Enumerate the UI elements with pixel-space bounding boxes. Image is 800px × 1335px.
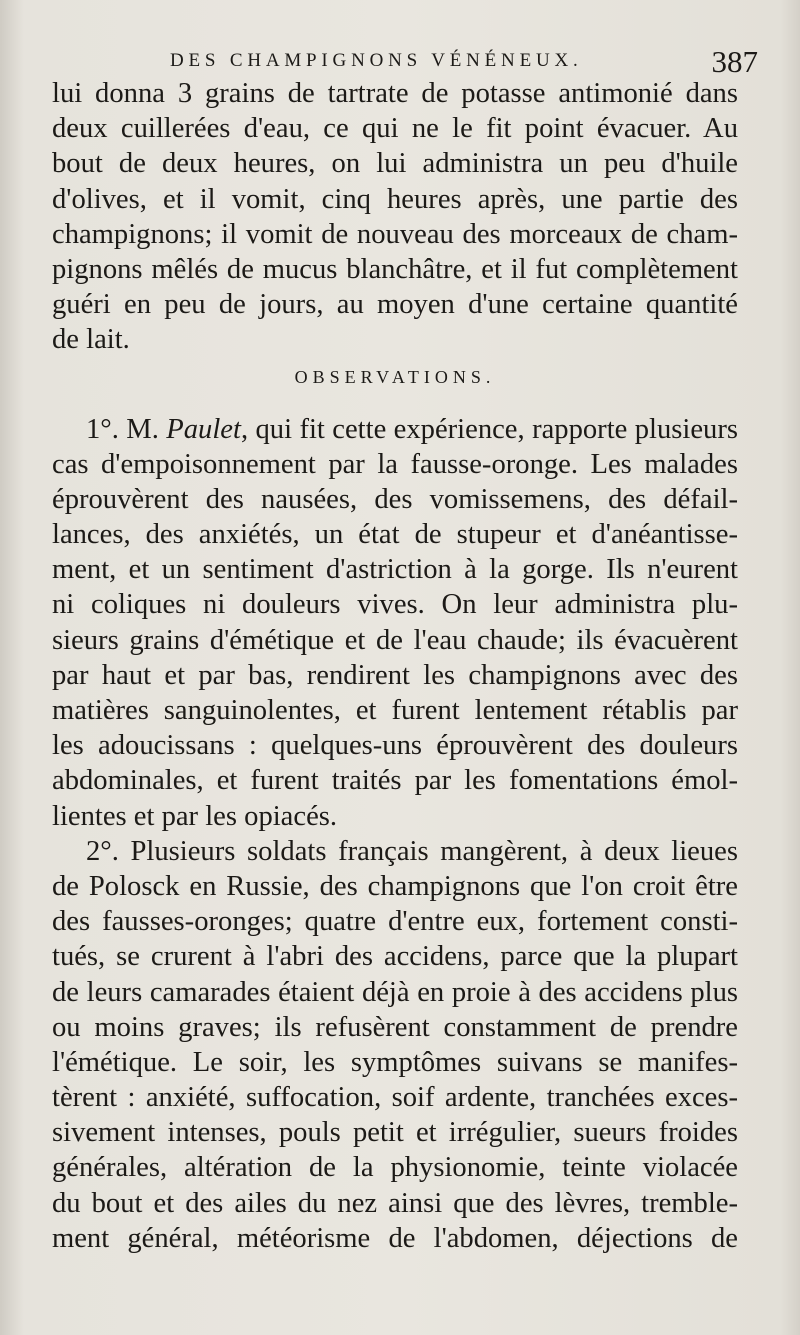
text-line: tèrent : anxiété, suffocation, soif ardente, tranchées exces- — [52, 1082, 738, 1114]
text-line: par haut et par bas, rendirent les champignons avec des — [52, 659, 738, 691]
text-line: lances, des anxiétés, un état de stupeur et d'anéantisse- — [52, 519, 738, 551]
text-line: ment général, météorisme de l'abdomen, déjections de — [52, 1222, 738, 1254]
text-line: matières sanguinolentes, et furent lentement rétablis par — [52, 695, 738, 726]
obs1-rest: , qui fit cette expérience, rapporte plusieurs — [240, 413, 738, 445]
text-line: lientes et par les opiacés. — [52, 800, 338, 832]
text-line: champignons; il vomit de nouveau des morceaux de cham- — [52, 218, 738, 250]
text-line: sieurs grains d'émétique et de l'eau chaude; ils évacuèrent — [52, 624, 738, 656]
text-line: ou moins graves; ils refusèrent constamment de prendre — [52, 1011, 738, 1043]
text-line: guéri en peu de jours, au moyen d'une certaine quantité — [52, 289, 738, 321]
text-line: tués, se crurent à l'abri des accidens, parce que la plupart — [52, 941, 738, 973]
text-line: de Polosck en Russie, des champignons que l'on croit être — [52, 870, 738, 902]
text-line: générales, altération de la physionomie, teinte violacée — [52, 1152, 738, 1184]
text-line: deux cuillerées d'eau, ce qui ne le fit point évacuer. Au — [52, 113, 738, 145]
text-line: l'émétique. Le soir, les symptômes suivans se manifes- — [52, 1046, 738, 1078]
text-line: pignons mêlés de mucus blanchâtre, et il fut complètement — [52, 253, 738, 285]
text-line: les adoucissans : quelques-uns éprouvèrent des douleurs — [52, 730, 738, 762]
section-heading: OBSERVATIONS. — [294, 366, 496, 387]
text-line: ment, et un sentiment d'astriction à la gorge. Ils n'eurent — [52, 554, 738, 586]
obs1-lead: 1°. M. — [86, 413, 167, 445]
observation-2-first-line: 2°. Plusieurs soldats français mangèrent, à deux lieues — [86, 835, 738, 867]
text-line: du bout et des ailes du nez ainsi que des lèvres, tremble- — [52, 1187, 738, 1219]
body-text — [52, 76, 738, 1256]
author-name: Paulet — [166, 413, 241, 445]
spacer — [52, 400, 738, 412]
observation-1-first-line — [52, 412, 738, 447]
text-line: de lait. — [52, 324, 130, 356]
text-line: cas d'empoisonnement par la fausse-oronge. Les malades — [52, 448, 738, 480]
text-line: d'olives, et il vomit, cinq heures après, une partie des — [52, 183, 738, 215]
running-title: DES CHAMPIGNONS VÉNÉNEUX. — [170, 50, 583, 71]
text-line: éprouvèrent des nausées, des vomissemens, des défail- — [52, 483, 738, 515]
text-line: ni coliques ni douleurs vives. On leur administra plu- — [52, 589, 738, 621]
text-line: des fausses-oronges; quatre d'entre eux, fortement consti- — [52, 906, 738, 938]
text-line: bout de deux heures, on lui administra un peu d'huile — [52, 148, 738, 180]
text-line: abdominales, et furent traités par les fomentations émol- — [52, 765, 738, 797]
text-line: lui donna 3 grains de tartrate de potasse antimonié dans — [52, 78, 738, 109]
text-line: de leurs camarades étaient déjà en proie à des accidens plus — [52, 976, 738, 1008]
page-number: 387 — [711, 44, 758, 79]
text-line: sivement intenses, pouls petit et irrégulier, sueurs froides — [52, 1117, 738, 1149]
